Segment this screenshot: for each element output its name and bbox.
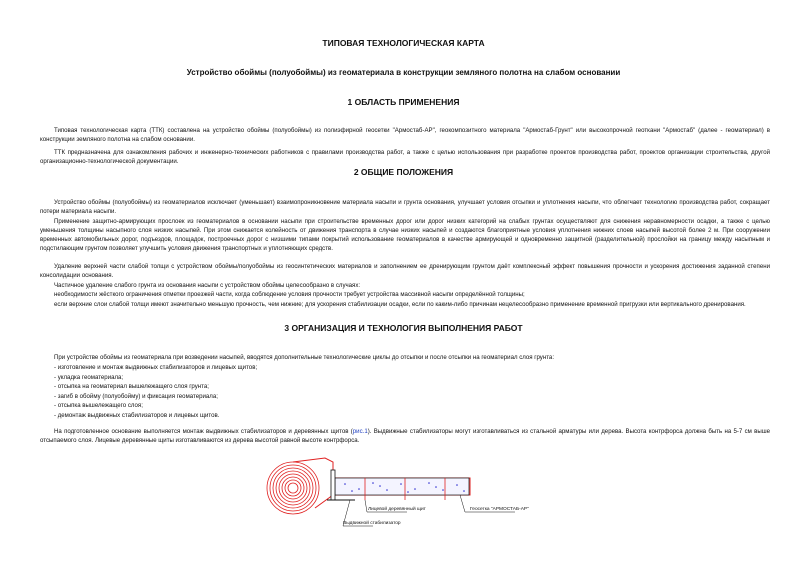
- section-2-paragraph-3: Удаление верхней части слабой толщи с устройством обоймы/полуобоймы из геосинтетических материалов и заполнением ее дренирующим грунтом даёт комплексный эффект повышения прочности и ускорения достижения заданной степени консолидации основания.: [40, 263, 770, 279]
- section-1-heading: 1 ОБЛАСТЬ ПРИМЕНЕНИЯ: [347, 97, 460, 107]
- section-3-paragraph-last: [40, 427, 770, 445]
- section-2-paragraph-5: необходимости жёсткого ограничения отметки проезжей части, когда соблюдение условия прочности требует устройства массивной насыпи определённой толщины;: [54, 291, 525, 298]
- list-item: - загиб в обойму (полуобойму) и фиксация геоматериала;: [54, 392, 218, 400]
- section-2-paragraph-6: если верхние слои слабой толщи имеют значительно меньшую прочность, чем нижние; для ускорения стабилизации осадки, если по каким-либо причинам нецелесообразно применение временной пригрузки или вертикального дренирования.: [54, 301, 746, 308]
- label-stabilizer: Выдвижной стабилизатор: [343, 521, 401, 526]
- paragraph-text-start: На подготовленное основание выполняется монтаж выдвижных стабилизаторов и деревянных щитов (: [54, 428, 353, 435]
- list-item: - укладка геоматериала;: [54, 373, 124, 381]
- document-subtitle: Устройство обоймы (полуобоймы) из геоматериала в конструкции земляного полотна на слабом основании: [186, 68, 621, 77]
- section-2-paragraph-2: Применение защитно-армирующих прослоек из геоматериалов в основании насыпи при строительстве временных дорог или дорог низких категорий на слабых грунтах осуществляют для снижения неравномерности осадки, а также с целью уменьшения толщины насыпного слоя низких насыпей. При этом снижается колейность от движения транспорта в случае низких насыпей и создаются благоприятные условия уплотнения нижних слоев насыпей высотой более 2 м. При сооружении временных автомобильных дорог, подъездов, площадок, построечных дорог с низшими типами покрытий использование геоматериалов в качестве армирующей и одновременно защитной (разделительной) прослойки на границу между насыпным и подстилающим грунтом позволяет улучшить условия движения транспортных и уплотняющих средств.: [40, 218, 770, 252]
- work-cycles-list: [40, 363, 770, 420]
- list-item: - демонтаж выдвижных стабилизаторов и лицевых щитов.: [54, 411, 220, 419]
- section-3-intro: При устройстве обоймы из геоматериала при возведении насыпей, вводятся дополнительные технологические циклы до отсыпки и после отсыпки на геоматериал слоя грунта:: [54, 354, 555, 361]
- geogrid-roll: [267, 462, 319, 514]
- paragraph-text-end: ). Выдвижные стабилизаторы могут изготавливаться из стальной арматуры или дерева. Высота контрфорса должна быть на 5-7 см выше отсыпаемого слоя. Лицевые деревянные щиты изготавливаются из дерева высотой равной высоте контрфорса.: [40, 428, 770, 444]
- figure-1-link[interactable]: рис.1: [352, 428, 368, 435]
- list-item: - изготовление и монтаж выдвижных стабилизаторов и лицевых щитов;: [54, 364, 258, 371]
- section-2-heading: 2 ОБЩИЕ ПОЛОЖЕНИЯ: [353, 167, 454, 177]
- list-item: - отсыпка вышележащего слоя;: [54, 402, 143, 409]
- label-shield: Лицевой деревянный щит: [368, 507, 426, 512]
- section-2-paragraph-4: Частичное удаление слабого грунта из основания насыпи с устройством обоймы целесообразно в случаях:: [54, 282, 361, 289]
- figure-1-diagram: [255, 450, 585, 545]
- section-2-paragraph-1: Устройство обоймы (полуобоймы) из геоматериалов исключает (уменьшает) взаимопроникновение материала насыпи и грунта основания, улучшает условия отсыпки и уплотнения насыпи, что облегчает технологию производства работ, сокращает потери материала насыпи.: [40, 199, 770, 215]
- section-1-paragraph-1: Типовая технологическая карта (ТТК) составлена на устройство обоймы (полуобоймы) из полиэфирной геосетки "Армостаб-АР", геокомпозитного материала "Армостаб-Грунт" или высокопрочной геоткани "Армостаб" (далее - геоматериал) в конструкции земляного полотна на слабом основании.: [40, 127, 770, 143]
- document-title: ТИПОВАЯ ТЕХНОЛОГИЧЕСКАЯ КАРТА: [322, 38, 485, 48]
- list-item: - отсыпка на геоматериал вышележащего слоя грунта;: [54, 383, 209, 390]
- section-3-heading: 3 ОРГАНИЗАЦИЯ И ТЕХНОЛОГИЯ ВЫПОЛНЕНИЯ РАБОТ: [284, 323, 523, 333]
- label-geogrid: Геосетка "АРМОСТАБ-АР": [470, 507, 529, 512]
- soil-layer: [335, 478, 469, 495]
- section-1-paragraph-2: ТТК предназначена для ознакомления рабочих и инженерно-технических работников с правилами производства работ, а также с целью использования при разработке проектов производства работ, проектов организации строительства, другой организационно-технологической документации.: [40, 149, 770, 165]
- facing-shield: [331, 470, 335, 500]
